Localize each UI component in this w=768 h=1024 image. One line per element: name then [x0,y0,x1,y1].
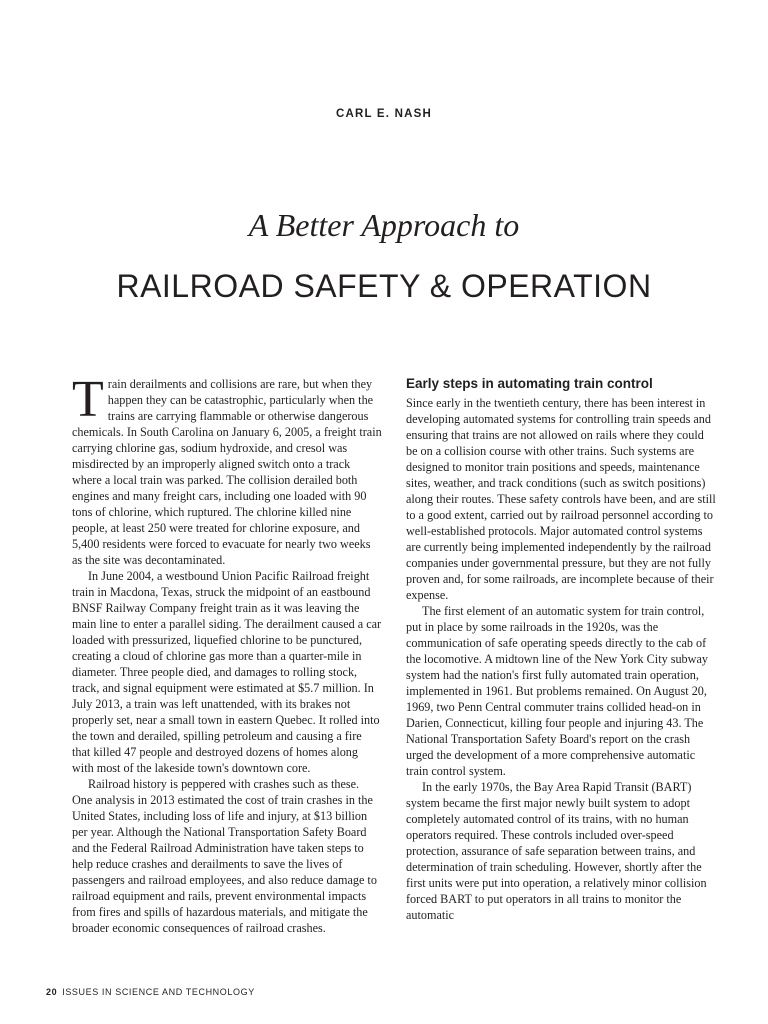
paragraph-1-text: rain derailments and collisions are rare, but when they happen they can be catastrophic, particularly when the trains are carrying flammable or otherwise dangerous chemicals. In South Carolina on January 6, 2005, a freight train carrying chlorine gas, sodium hydroxide, and cresol was misdirected by an improperly aligned switch onto a track where a local train was parked. The collision derailed both engines and many freight cars, including one loaded with 90 tons of chlorine, which ruptured. The chlorine killed nine people, at least 250 were treated for chlorine exposure, and 5,400 residents were forced to evacuate for nearly two weeks as the site was decontaminated. [72,377,382,567]
left-column [72,371,382,936]
author-byline: CARL E. NASH [336,108,432,120]
right-column [406,376,718,923]
page-number: 20 [46,987,58,997]
title-italic-line: A Better Approach to [248,207,520,243]
paragraph-1 [72,371,382,568]
paragraph-4: Since early in the twentieth century, there has been interest in developing automated systems for controlling train speeds and ensuring that trains are not allowed on rails where they could be on a collision course with other trains. Such systems are designed to monitor train positions and speeds, maintenance sites, weather, and track conditions (such as switch positions) along their routes. These safety controls have been, and are still to a good extent, carried out by railroad personnel according to well-established protocols. Major automated control systems are currently being implemented independently by the railroad companies under governmental pressure, but they are not fully proven and, for some railroads, are incomplete because of their expense. [406,396,716,602]
section-heading: Early steps in automating train control [406,376,653,391]
paragraph-3: Railroad history is peppered with crashes such as these. One analysis in 2013 estimated the cost of train crashes in the United States, including loss of life and injury, at $13 billion per year. Although the National Transportation Safety Board and the Federal Railroad Administration have taken steps to help reduce crashes and derailments to save the lives of passengers and railroad employees, and also reduce damage to railroad equipment and rails, prevent environmental impacts from fires and spills of hazardous materials, and mitigate the broader economic consequences of railroad crashes. [72,777,377,935]
title-caps-line: RAILROAD SAFETY & OPERATION [116,268,652,304]
page-footer [46,987,255,997]
publication-name: ISSUES IN SCIENCE AND TECHNOLOGY [62,987,255,997]
paragraph-6: In the early 1970s, the Bay Area Rapid Transit (BART) system became the first major newly built system to adopt completely automated control of its trains, with no human operators required. These controls included over-speed protection, assurance of safe separation between trains, and determination of train scheduling. However, shortly after the first units were put into operation, a relatively minor collision forced BART to put operators in all trains to monitor the automatic [406,780,707,922]
paragraph-5: The first element of an automatic system for train control, put in place by some railroads in the 1920s, was the communication of safe operating speeds directly to the cab of the locomotive. A midtown line of the New York City subway system had the nation's first fully automated train operation, implemented in 1961. But problems remained. On August 20, 1969, two Penn Central commuter trains collided head-on in Darien, Connecticut, killing four people and injuring 43. The National Transportation Safety Board's report on the crash urged the development of a more comprehensive automatic train control system. [406,604,708,778]
drop-cap: T [72,371,104,428]
paragraph-2: In June 2004, a westbound Union Pacific Railroad freight train in Macdona, Texas, struck the midpoint of an eastbound BNSF Railway Company freight train as it was leaving the main line to enter a parallel siding. The derailment caused a car loaded with pressurized, liquefied chlorine to be punctured, creating a cloud of chlorine gas more than a quarter-mile in diameter. Three people died, and damages to rolling stock, track, and signal equipment were estimated at $5.7 million. In July 2013, a train was left unattended, with its brakes not properly set, near a small town in eastern Quebec. It rolled into the town and derailed, spilling petroleum and causing a fire that killed 47 people and destroyed dozens of homes along with most of the lakeside town's downtown core. [72,569,382,775]
